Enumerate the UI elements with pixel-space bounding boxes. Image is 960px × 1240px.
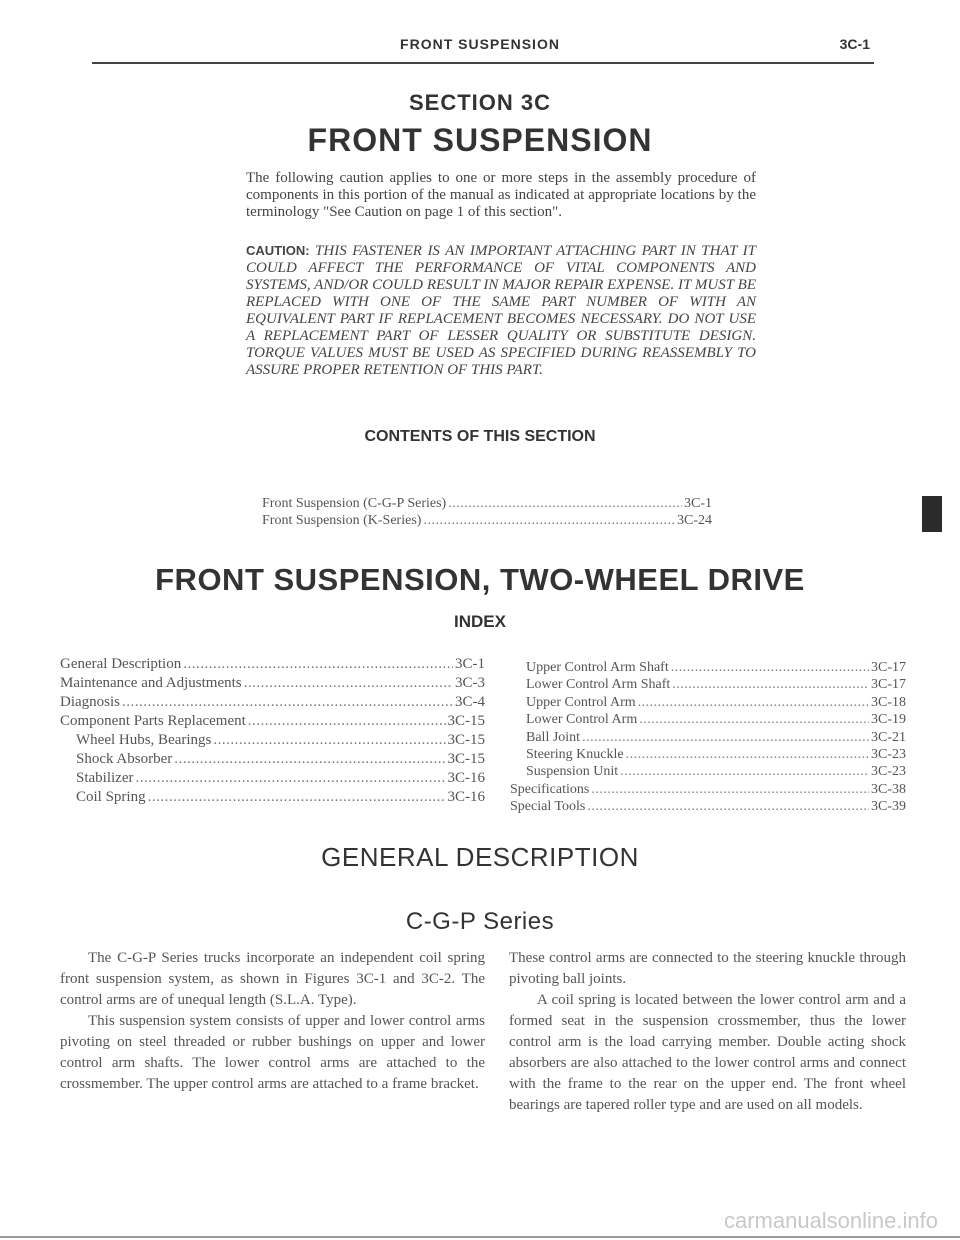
index-item-title: Component Parts Replacement xyxy=(60,713,246,729)
index-heading: INDEX xyxy=(454,612,506,631)
index-item-page: 3C-15 xyxy=(447,713,485,729)
contents-item-page: 3C-24 xyxy=(677,513,712,528)
dot-leader xyxy=(587,798,869,815)
index-item[interactable] xyxy=(60,769,485,788)
index-item[interactable] xyxy=(510,798,906,815)
index-item-page: 3C-18 xyxy=(871,694,906,710)
index-item-title: Lower Control Arm xyxy=(526,712,638,728)
series-heading: C-G-P Series xyxy=(405,908,555,935)
footer-rule xyxy=(0,1236,960,1238)
index-item[interactable] xyxy=(60,788,485,807)
index-item[interactable] xyxy=(60,674,485,693)
index-item[interactable] xyxy=(510,729,906,746)
index-item[interactable] xyxy=(510,763,906,780)
contents-item[interactable] xyxy=(262,495,712,512)
index-item[interactable] xyxy=(510,711,906,728)
caution-label: CAUTION: xyxy=(246,243,310,258)
dot-leader xyxy=(122,693,453,712)
dot-leader xyxy=(183,655,453,674)
index-item-page: 3C-19 xyxy=(871,712,906,728)
header-rule xyxy=(92,62,874,64)
dot-leader xyxy=(582,729,869,746)
index-item-page: 3C-21 xyxy=(871,729,906,745)
dot-leader xyxy=(448,495,682,512)
index-left-column xyxy=(60,655,485,807)
dot-leader xyxy=(244,674,453,693)
index-item[interactable] xyxy=(60,731,485,750)
body-paragraph: This suspension system consists of upper and lower control arms pivoting on steel threaded or rubber bushings on upper and lower control arm shafts. The lower control arms are attached to the crossmember. The upper control arms are attached to a frame bracket. xyxy=(60,1013,485,1092)
index-item-title: Diagnosis xyxy=(60,694,120,710)
index-item[interactable] xyxy=(510,694,906,711)
contents-heading: CONTENTS OF THIS SECTION xyxy=(364,428,596,445)
index-item-title: Maintenance and Adjustments xyxy=(60,675,242,691)
dot-leader xyxy=(639,711,869,728)
caution-block xyxy=(246,242,756,379)
dot-leader xyxy=(135,769,445,788)
index-item-page: 3C-23 xyxy=(871,764,906,780)
contents-item-page: 3C-1 xyxy=(684,496,712,511)
index-item[interactable] xyxy=(60,750,485,769)
index-item-title: Specifications xyxy=(510,781,590,797)
dot-leader xyxy=(248,712,446,731)
section-title: FRONT SUSPENSION xyxy=(307,122,653,158)
index-item-title: Steering Knuckle xyxy=(526,747,624,763)
index-item-page: 3C-3 xyxy=(455,675,485,691)
index-item-title: General Description xyxy=(60,656,182,672)
contents-item-title: Front Suspension (C-G-P Series) xyxy=(262,496,447,511)
dot-leader xyxy=(626,746,869,763)
index-item-page: 3C-38 xyxy=(871,781,906,797)
index-item-page: 3C-39 xyxy=(871,799,906,815)
dot-leader xyxy=(148,788,446,807)
index-item-title: Ball Joint xyxy=(526,729,581,745)
index-item-page: 3C-15 xyxy=(447,732,485,748)
index-item-page: 3C-15 xyxy=(447,751,485,767)
index-item-page: 3C-4 xyxy=(455,694,485,710)
dot-leader xyxy=(591,781,869,798)
contents-list xyxy=(262,495,712,529)
general-description-heading: GENERAL DESCRIPTION xyxy=(321,842,639,872)
body-paragraph: The C-G-P Series trucks incorporate an independent coil spring front suspension system, as shown in Figures 3C-1 and 3C-2. The control arms are of unequal length (S.L.A. Type). xyxy=(60,950,485,1008)
index-item[interactable] xyxy=(510,746,906,763)
index-item-title: Upper Control Arm Shaft xyxy=(526,660,669,675)
dot-leader xyxy=(638,694,869,711)
dot-leader xyxy=(671,659,869,676)
running-title: FRONT SUSPENSION xyxy=(400,36,560,52)
body-paragraph: A coil spring is located between the lower control arm and a formed seat in the suspension crossmember, thus the lower control arm is the load carrying member. Double acting shock absorbers are also attached to the lower control arms and connect with the frame to the rear on the upper end. The front wheel bearings are tapered roller type and are used on all models. xyxy=(509,992,906,1113)
index-item-title: Coil Spring xyxy=(76,789,146,805)
index-right-column xyxy=(510,659,906,816)
index-item[interactable] xyxy=(510,676,906,693)
index-item-page: 3C-16 xyxy=(447,789,485,805)
section-label: SECTION 3C xyxy=(408,90,552,115)
dot-leader xyxy=(423,512,675,529)
index-item[interactable] xyxy=(60,693,485,712)
section-thumb-tab xyxy=(922,496,942,532)
contents-item-title: Front Suspension (K-Series) xyxy=(262,513,422,528)
index-item-page: 3C-16 xyxy=(447,770,485,786)
index-item-page: 3C-17 xyxy=(871,660,906,675)
index-item[interactable] xyxy=(60,655,485,674)
major-title: FRONT SUSPENSION, TWO-WHEEL DRIVE xyxy=(155,562,805,597)
index-item-title: Wheel Hubs, Bearings xyxy=(76,732,212,748)
index-item-title: Special Tools xyxy=(510,799,586,815)
body-right-column xyxy=(509,948,906,1116)
body-paragraph: These control arms are connected to the steering knuckle through pivoting ball joints. xyxy=(509,950,906,987)
index-item-title: Lower Control Arm Shaft xyxy=(526,677,671,693)
index-item-title: Upper Control Arm xyxy=(526,694,636,710)
index-item[interactable] xyxy=(510,659,906,676)
index-item-page: 3C-17 xyxy=(871,677,906,693)
dot-leader xyxy=(620,763,869,780)
dot-leader xyxy=(174,750,445,769)
page-number: 3C-1 xyxy=(839,36,870,52)
index-item-title: Suspension Unit xyxy=(526,764,619,780)
index-item-title: Shock Absorber xyxy=(76,751,173,767)
index-item[interactable] xyxy=(510,781,906,798)
dot-leader xyxy=(672,676,869,693)
caution-text: THIS FASTENER IS AN IMPORTANT ATTACHING PART IN THAT IT COULD AFFECT THE PERFORMANCE OF VITAL COMPONENTS AND SYSTEMS, AND/OR COULD RESULT IN MAJOR REPAIR EXPENSE. IT MUST BE REPLACED WITH ONE OF THE SAME PART NUMBER OF WITH AN EQUIVALENT PART IF REPLACEMENT BECOMES NECESSARY. DO NOT USE A REPLACEMENT PART OF LESSER QUALITY OR SUBSTITUTE DESIGN. TORQUE VALUES MUST BE USED AS SPECIFIED DURING REASSEMBLY TO ASSURE PROPER RETENTION OF THIS PART. xyxy=(246,243,756,378)
index-item-page: 3C-1 xyxy=(455,656,485,672)
index-item[interactable] xyxy=(60,712,485,731)
contents-item[interactable] xyxy=(262,512,712,529)
footer-watermark: carmanualsonline.info xyxy=(723,1208,938,1233)
index-item-title: Stabilizer xyxy=(76,770,134,786)
dot-leader xyxy=(213,731,445,750)
intro-paragraph: The following caution applies to one or more steps in the assembly procedure of components in this portion of the manual as indicated at appropriate locations by the terminology "See Caution on page 1 of this section". xyxy=(246,170,756,220)
index-item-page: 3C-23 xyxy=(871,747,906,763)
body-left-column xyxy=(60,948,485,1095)
